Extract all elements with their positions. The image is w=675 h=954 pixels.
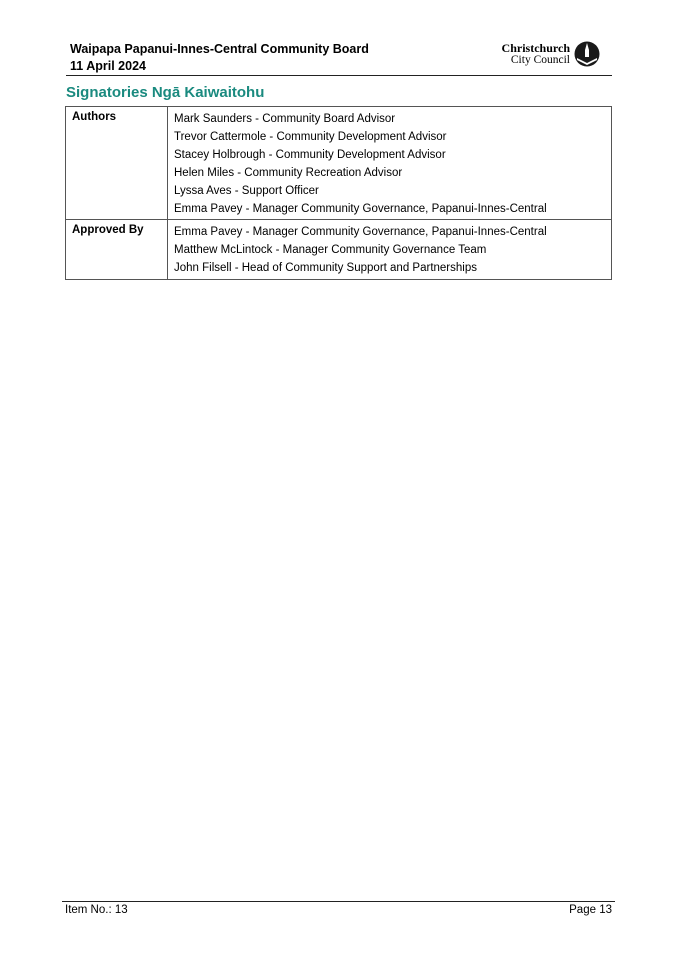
section-title: Signatories Ngā Kaiwaitohu [66, 84, 265, 101]
approver-name: Matthew McLintock - Manager Community Governance Team [174, 244, 487, 256]
approved-by-row [66, 220, 612, 280]
approver-name: John Filsell - Head of Community Support and Partnerships [174, 262, 477, 274]
approved-by-list [168, 220, 612, 280]
meeting-date: 11 April 2024 [70, 59, 146, 73]
approver-name: Emma Pavey - Manager Community Governance, Papanui-Innes-Central [174, 226, 547, 238]
authors-row [66, 107, 612, 220]
author-name: Mark Saunders - Community Board Advisor [174, 113, 396, 125]
approved-by-label: Approved By [66, 220, 168, 280]
author-name: Helen Miles - Community Recreation Advisor [174, 167, 403, 179]
christchurch-cathedral-logo-icon [574, 41, 600, 67]
page-number: Page 13 [569, 904, 612, 916]
logo-line1: Christchurch [501, 41, 570, 55]
authors-label: Authors [66, 107, 168, 220]
page-header [66, 41, 612, 76]
author-name: Trevor Cattermole - Community Development Advisor [174, 131, 447, 143]
author-name: Stacey Holbrough - Community Development Advisor [174, 149, 446, 161]
board-name: Waipapa Papanui-Innes-Central Community Board [70, 42, 369, 56]
logo-text [502, 42, 570, 66]
signatories-table [65, 106, 612, 280]
header-text [70, 41, 369, 75]
author-name: Lyssa Aves - Support Officer [174, 185, 319, 197]
item-number: Item No.: 13 [65, 904, 128, 916]
author-name: Emma Pavey - Manager Community Governance, Papanui-Innes-Central [174, 203, 547, 215]
authors-list [168, 107, 612, 220]
page-footer [62, 901, 615, 916]
logo-line2: City Council [510, 54, 570, 66]
